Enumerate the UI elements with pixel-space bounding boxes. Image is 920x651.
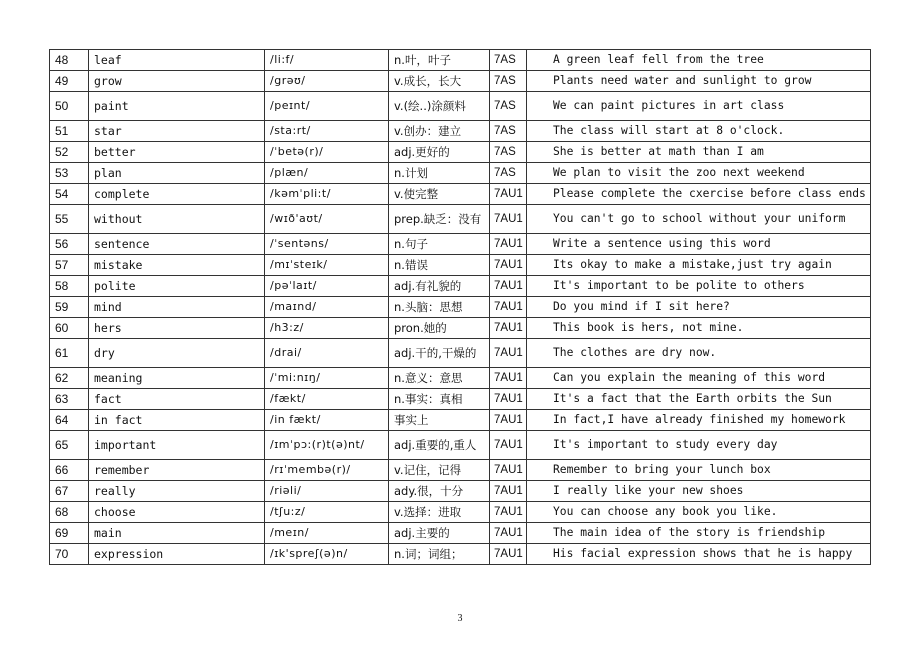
- row-number: 58: [50, 276, 89, 297]
- word-cell: choose: [89, 502, 265, 523]
- example-sentence-cell: It's important to study every day: [527, 431, 871, 460]
- phonetic-cell: /grəʊ/: [265, 71, 389, 92]
- row-number: 50: [50, 92, 89, 121]
- unit-cell: 7AS: [490, 92, 527, 121]
- row-number: 62: [50, 368, 89, 389]
- unit-cell: 7AU1: [490, 339, 527, 368]
- table-row: [50, 368, 871, 389]
- meaning-cell: n.意义：意思: [389, 368, 490, 389]
- word-cell: meaning: [89, 368, 265, 389]
- word-cell: polite: [89, 276, 265, 297]
- meaning-cell: v.创办：建立: [389, 121, 490, 142]
- phonetic-cell: /peɪnt/: [265, 92, 389, 121]
- table-row: [50, 339, 871, 368]
- unit-cell: 7AU1: [490, 276, 527, 297]
- example-sentence-cell: Remember to bring your lunch box: [527, 460, 871, 481]
- word-cell: complete: [89, 184, 265, 205]
- example-sentence-cell: Do you mind if I sit here?: [527, 297, 871, 318]
- phonetic-cell: /ɪk'spreʃ(ə)n/: [265, 544, 389, 565]
- meaning-cell: adj.更好的: [389, 142, 490, 163]
- unit-cell: 7AU1: [490, 205, 527, 234]
- row-number: 51: [50, 121, 89, 142]
- table-row: [50, 544, 871, 565]
- unit-cell: 7AU1: [490, 481, 527, 502]
- vocabulary-table-body: [50, 50, 871, 565]
- example-sentence-cell: The main idea of the story is friendship: [527, 523, 871, 544]
- meaning-cell: v.记住，记得: [389, 460, 490, 481]
- table-row: [50, 318, 871, 339]
- phonetic-cell: /rɪˈmembə(r)/: [265, 460, 389, 481]
- word-cell: plan: [89, 163, 265, 184]
- word-cell: grow: [89, 71, 265, 92]
- word-cell: without: [89, 205, 265, 234]
- example-sentence-cell: This book is hers, not mine.: [527, 318, 871, 339]
- unit-cell: 7AU1: [490, 502, 527, 523]
- word-cell: really: [89, 481, 265, 502]
- example-sentence-cell: We plan to visit the zoo next weekend: [527, 163, 871, 184]
- unit-cell: 7AU1: [490, 544, 527, 565]
- table-row: [50, 523, 871, 544]
- table-row: [50, 431, 871, 460]
- unit-cell: 7AS: [490, 50, 527, 71]
- word-cell: remember: [89, 460, 265, 481]
- example-sentence-cell: The clothes are dry now.: [527, 339, 871, 368]
- example-sentence-cell: Please complete the cxercise before class ends: [527, 184, 871, 205]
- row-number: 63: [50, 389, 89, 410]
- phonetic-cell: /sta:rt/: [265, 121, 389, 142]
- row-number: 48: [50, 50, 89, 71]
- phonetic-cell: /ɪmˈpɔ:(r)t(ə)nt/: [265, 431, 389, 460]
- unit-cell: 7AU1: [490, 410, 527, 431]
- unit-cell: 7AU1: [490, 297, 527, 318]
- word-cell: paint: [89, 92, 265, 121]
- unit-cell: 7AS: [490, 142, 527, 163]
- unit-cell: 7AS: [490, 121, 527, 142]
- unit-cell: 7AU1: [490, 318, 527, 339]
- phonetic-cell: /li:f/: [265, 50, 389, 71]
- unit-cell: 7AU1: [490, 523, 527, 544]
- unit-cell: 7AU1: [490, 255, 527, 276]
- meaning-cell: n.事实：真相: [389, 389, 490, 410]
- phonetic-cell: /plæn/: [265, 163, 389, 184]
- example-sentence-cell: His facial expression shows that he is happy: [527, 544, 871, 565]
- row-number: 66: [50, 460, 89, 481]
- table-row: [50, 71, 871, 92]
- phonetic-cell: /kəmˈpli:t/: [265, 184, 389, 205]
- table-row: [50, 460, 871, 481]
- row-number: 60: [50, 318, 89, 339]
- word-cell: fact: [89, 389, 265, 410]
- unit-cell: 7AU1: [490, 368, 527, 389]
- unit-cell: 7AU1: [490, 389, 527, 410]
- example-sentence-cell: Plants need water and sunlight to grow: [527, 71, 871, 92]
- word-cell: expression: [89, 544, 265, 565]
- table-row: [50, 502, 871, 523]
- meaning-cell: 事实上: [389, 410, 490, 431]
- row-number: 69: [50, 523, 89, 544]
- row-number: 65: [50, 431, 89, 460]
- example-sentence-cell: You can choose any book you like.: [527, 502, 871, 523]
- word-cell: in fact: [89, 410, 265, 431]
- meaning-cell: pron.她的: [389, 318, 490, 339]
- row-number: 68: [50, 502, 89, 523]
- table-row: [50, 276, 871, 297]
- meaning-cell: v.选择：进取: [389, 502, 490, 523]
- meaning-cell: v.使完整: [389, 184, 490, 205]
- table-row: [50, 297, 871, 318]
- example-sentence-cell: Its okay to make a mistake,just try again: [527, 255, 871, 276]
- meaning-cell: adj.主要的: [389, 523, 490, 544]
- table-row: [50, 255, 871, 276]
- example-sentence-cell: We can paint pictures in art class: [527, 92, 871, 121]
- unit-cell: 7AU1: [490, 431, 527, 460]
- row-number: 70: [50, 544, 89, 565]
- word-cell: leaf: [89, 50, 265, 71]
- table-row: [50, 481, 871, 502]
- table-row: [50, 389, 871, 410]
- table-row: [50, 121, 871, 142]
- meaning-cell: n.计划: [389, 163, 490, 184]
- example-sentence-cell: A green leaf fell from the tree: [527, 50, 871, 71]
- word-cell: main: [89, 523, 265, 544]
- meaning-cell: n.错误: [389, 255, 490, 276]
- row-number: 67: [50, 481, 89, 502]
- row-number: 53: [50, 163, 89, 184]
- page-number: 3: [457, 613, 463, 624]
- table-row: [50, 234, 871, 255]
- phonetic-cell: /h3:z/: [265, 318, 389, 339]
- phonetic-cell: /ˈmi:nɪŋ/: [265, 368, 389, 389]
- table-row: [50, 142, 871, 163]
- table-row: [50, 205, 871, 234]
- table-row: [50, 410, 871, 431]
- word-cell: dry: [89, 339, 265, 368]
- meaning-cell: prep.缺乏：没有: [389, 205, 490, 234]
- example-sentence-cell: She is better at math than I am: [527, 142, 871, 163]
- phonetic-cell: /ˈbetə(r)/: [265, 142, 389, 163]
- example-sentence-cell: In fact,I have already finished my homework: [527, 410, 871, 431]
- table-row: [50, 184, 871, 205]
- phonetic-cell: /drai/: [265, 339, 389, 368]
- table-row: [50, 50, 871, 71]
- row-number: 64: [50, 410, 89, 431]
- meaning-cell: adj.干的,干燥的: [389, 339, 490, 368]
- phonetic-cell: /pəˈlaɪt/: [265, 276, 389, 297]
- meaning-cell: n.句子: [389, 234, 490, 255]
- example-sentence-cell: You can't go to school without your uniform: [527, 205, 871, 234]
- phonetic-cell: /mɪˈsteɪk/: [265, 255, 389, 276]
- phonetic-cell: /in fækt/: [265, 410, 389, 431]
- vocabulary-table: [49, 49, 871, 565]
- word-cell: sentence: [89, 234, 265, 255]
- phonetic-cell: /meɪn/: [265, 523, 389, 544]
- word-cell: star: [89, 121, 265, 142]
- example-sentence-cell: Can you explain the meaning of this word: [527, 368, 871, 389]
- example-sentence-cell: Write a sentence using this word: [527, 234, 871, 255]
- row-number: 55: [50, 205, 89, 234]
- meaning-cell: adj.重要的,重人: [389, 431, 490, 460]
- phonetic-cell: /maɪnd/: [265, 297, 389, 318]
- example-sentence-cell: It's a fact that the Earth orbits the Sun: [527, 389, 871, 410]
- meaning-cell: n.词；词组；: [389, 544, 490, 565]
- unit-cell: 7AS: [490, 71, 527, 92]
- meaning-cell: adj.有礼貌的: [389, 276, 490, 297]
- row-number: 54: [50, 184, 89, 205]
- phonetic-cell: /fækt/: [265, 389, 389, 410]
- unit-cell: 7AU1: [490, 460, 527, 481]
- example-sentence-cell: It's important to be polite to others: [527, 276, 871, 297]
- meaning-cell: n.叶，叶子: [389, 50, 490, 71]
- word-cell: better: [89, 142, 265, 163]
- word-cell: mistake: [89, 255, 265, 276]
- example-sentence-cell: The class will start at 8 o'clock.: [527, 121, 871, 142]
- unit-cell: 7AU1: [490, 234, 527, 255]
- meaning-cell: v.(绘..)涂颜料: [389, 92, 490, 121]
- example-sentence-cell: I really like your new shoes: [527, 481, 871, 502]
- meaning-cell: n.头脑：思想: [389, 297, 490, 318]
- unit-cell: 7AU1: [490, 184, 527, 205]
- unit-cell: 7AS: [490, 163, 527, 184]
- phonetic-cell: /ˈsentəns/: [265, 234, 389, 255]
- word-cell: important: [89, 431, 265, 460]
- table-row: [50, 163, 871, 184]
- row-number: 57: [50, 255, 89, 276]
- row-number: 52: [50, 142, 89, 163]
- phonetic-cell: /riəli/: [265, 481, 389, 502]
- phonetic-cell: /wɪð'aʊt/: [265, 205, 389, 234]
- table-row: [50, 92, 871, 121]
- word-cell: hers: [89, 318, 265, 339]
- row-number: 49: [50, 71, 89, 92]
- row-number: 56: [50, 234, 89, 255]
- meaning-cell: ady.很，十分: [389, 481, 490, 502]
- row-number: 59: [50, 297, 89, 318]
- word-cell: mind: [89, 297, 265, 318]
- meaning-cell: v.成长，长大: [389, 71, 490, 92]
- row-number: 61: [50, 339, 89, 368]
- phonetic-cell: /tʃu:z/: [265, 502, 389, 523]
